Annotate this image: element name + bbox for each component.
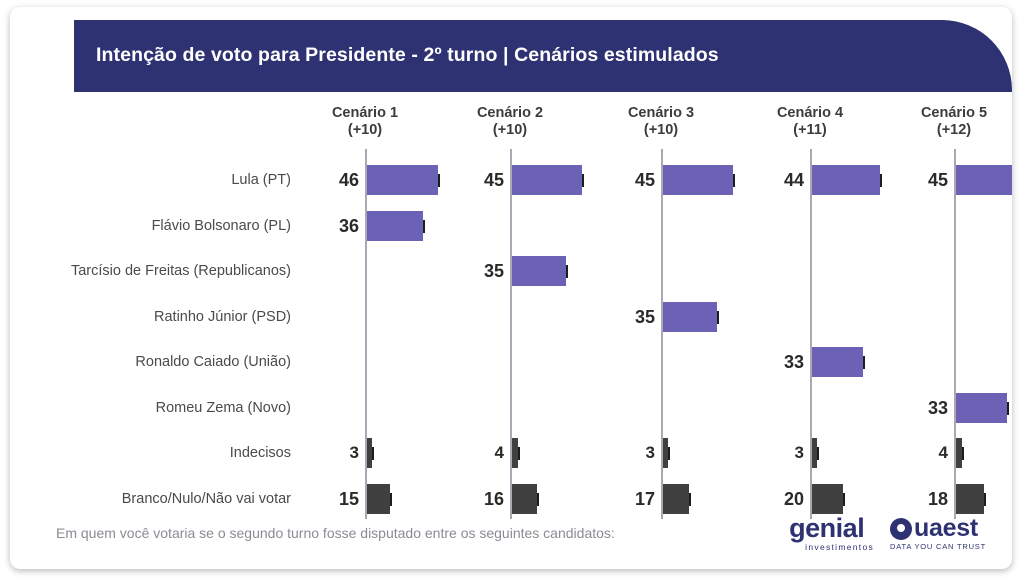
- bar-tick-c4-r1: [880, 174, 882, 187]
- quaest-logo: [890, 516, 986, 551]
- bar-tick-c1-r2: [423, 220, 425, 233]
- page-title: Intenção de voto para Presidente - 2º turno | Cenários estimulados: [96, 44, 719, 66]
- bar-tick-c5-r6: [1007, 402, 1009, 415]
- chart-body: [10, 92, 1012, 569]
- bar-tick-c5-r8: [984, 493, 986, 506]
- bar-value-c4-r8: 20: [783, 488, 804, 509]
- chart-footnote: Em quem você votaria se o segundo turno fosse disputado entre os seguintes candidatos:: [56, 525, 615, 541]
- column-header-label: Cenário 5: [920, 105, 988, 121]
- bar-tick-c3-r7: [668, 447, 670, 460]
- column-header-label: Cenário 3: [627, 105, 695, 121]
- column-header-5: [874, 105, 1012, 139]
- bar-c5-r6: [956, 393, 1007, 423]
- bar-tick-c2-r1: [582, 174, 584, 187]
- column-header-sublabel: (+10): [492, 122, 528, 138]
- bar-c2-r8: [512, 484, 537, 514]
- genial-logo-main: genial: [789, 513, 865, 543]
- bar-value-c5-r6: 33: [927, 397, 948, 418]
- bar-value-c1-r2: 36: [338, 215, 359, 236]
- column-header-4: [730, 105, 890, 139]
- bar-tick-c1-r7: [372, 447, 374, 460]
- genial-logo: [789, 515, 874, 552]
- bar-tick-c5-r7: [962, 447, 964, 460]
- row-label-7: Indecisos: [229, 445, 291, 461]
- column-header-1: [285, 105, 445, 139]
- bar-value-c2-r1: 45: [483, 170, 504, 190]
- bar-tick-c4-r5: [863, 356, 865, 369]
- column-header-sublabel: (+10): [347, 122, 383, 138]
- quaest-mark-icon: [890, 518, 912, 540]
- bar-value-c3-r7: 3: [645, 443, 655, 462]
- card-header: [10, 20, 1012, 92]
- bar-tick-c2-r8: [537, 493, 539, 506]
- row-label-5: Ronaldo Caiado (União): [135, 354, 291, 370]
- quaest-logo-main: uaest: [914, 514, 978, 542]
- bar-c3-r8: [663, 484, 689, 514]
- bar-c3-r4: [663, 302, 717, 332]
- bar-tick-c1-r1: [438, 174, 440, 187]
- bar-value-c1-r7: 3: [349, 443, 359, 462]
- bar-value-c4-r5: 33: [783, 352, 804, 372]
- bar-tick-c2-r7: [518, 447, 520, 460]
- column-header-3: [581, 105, 741, 139]
- row-label-6: Romeu Zema (Novo): [155, 399, 291, 416]
- bar-value-c5-r1: 45: [927, 170, 948, 190]
- bar-tick-c2-r3: [566, 265, 568, 278]
- bar-value-c2-r8: 16: [483, 488, 504, 509]
- bar-c1-r1: [367, 165, 438, 195]
- bar-value-c3-r1: 45: [634, 170, 655, 190]
- row-label-8: Branco/Nulo/Não vai votar: [121, 490, 291, 507]
- bar-value-c3-r4: 35: [634, 306, 655, 327]
- bar-value-c2-r3: 35: [483, 261, 504, 281]
- bar-c4-r5: [812, 347, 863, 377]
- bar-tick-c3-r4: [717, 311, 719, 324]
- column-header-sublabel: (+10): [643, 122, 679, 138]
- row-label-2: Flávio Bolsonaro (PL): [151, 217, 291, 234]
- bar-c4-r1: [812, 165, 880, 195]
- bar-tick-c3-r1: [733, 174, 735, 187]
- column-header-label: Cenário 1: [331, 105, 399, 121]
- bar-value-c3-r8: 17: [634, 488, 655, 509]
- row-label-4: Ratinho Júnior (PSD): [154, 308, 291, 325]
- bar-c5-r1: [956, 165, 1012, 195]
- bar-value-c2-r7: 4: [494, 443, 504, 462]
- bar-c1-r8: [367, 484, 390, 514]
- bar-value-c1-r8: 15: [338, 488, 359, 509]
- bar-c2-r3: [512, 256, 566, 286]
- column-header-label: Cenário 2: [476, 105, 544, 121]
- bar-c5-r8: [956, 484, 984, 514]
- bar-value-c5-r8: 18: [927, 488, 948, 509]
- row-label-1: Lula (PT): [231, 172, 291, 188]
- genial-logo-sub: investimentos: [805, 542, 875, 552]
- bar-c4-r8: [812, 484, 843, 514]
- column-header-label: Cenário 4: [776, 105, 844, 121]
- bar-c3-r1: [663, 165, 733, 195]
- bar-c2-r1: [512, 165, 582, 195]
- chart-card: [10, 7, 1012, 569]
- bar-tick-c4-r8: [843, 493, 845, 506]
- quaest-logo-row: [890, 516, 978, 541]
- bar-tick-c1-r8: [390, 493, 392, 506]
- bar-value-c1-r1: 46: [338, 170, 359, 190]
- bar-value-c5-r7: 4: [938, 443, 948, 462]
- column-header-sublabel: (+12): [936, 122, 972, 138]
- column-header-sublabel: (+11): [793, 122, 827, 138]
- row-label-3: Tarcísio de Freitas (Republicanos): [70, 263, 291, 279]
- bar-tick-c3-r8: [689, 493, 691, 506]
- bar-value-c4-r7: 3: [794, 443, 804, 462]
- bar-value-c4-r1: 44: [783, 170, 804, 190]
- quaest-logo-sub: DATA YOU CAN TRUST: [890, 542, 986, 551]
- bar-c1-r2: [367, 211, 423, 241]
- column-header-2: [430, 105, 590, 139]
- logo-group: [789, 515, 986, 552]
- bar-tick-c4-r7: [817, 447, 819, 460]
